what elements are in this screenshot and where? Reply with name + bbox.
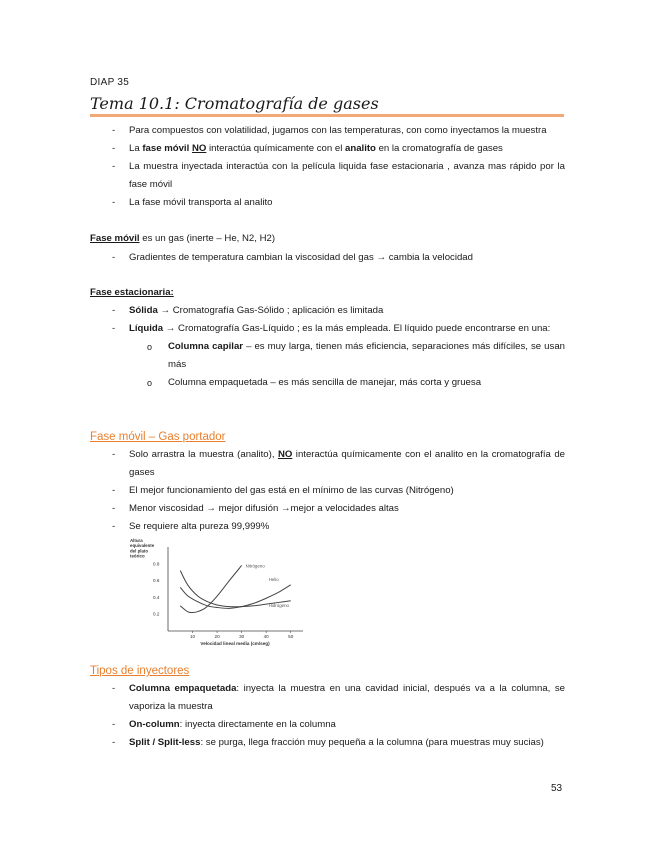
gas-portador-section	[90, 428, 565, 536]
van-deemter-chart	[118, 533, 308, 659]
y-tick-label: 0.8	[153, 561, 160, 567]
list-item: - Solo arrastra la muestra (analito), NO interactúa químicamente con el analito en la cromatografía de gases	[112, 449, 566, 478]
sub-list-item: o Columna capilar – es muy larga, tienen más eficiencia, separaciones más difíciles, se usan más	[147, 341, 565, 370]
chart-ylabel: Altura equivalente del plato teórico	[130, 538, 155, 559]
y-tick-label: 0.4	[153, 594, 160, 600]
slide-ref: DIAP 35	[90, 77, 130, 88]
page-number: 53	[551, 783, 563, 794]
series-label: Helio	[268, 576, 279, 582]
list-item: - Columna empaquetada: inyecta la muestra en una cavidad inicial, después va a la columna, se vaporiza la muestra	[112, 683, 565, 712]
list-item: - Líquida → Cromatografía Gas-Líquido ; es la más empleada. El líquido puede encontrarse en una:	[112, 323, 551, 334]
sub-list-item: o Columna empaquetada – es más sencilla de manejar, más corta y gruesa	[147, 377, 482, 388]
x-tick-label: 40	[263, 634, 269, 639]
fase-movil-section	[90, 230, 565, 267]
inyectores-section	[90, 662, 565, 752]
y-tick-label: 0.2	[153, 611, 160, 617]
intro-list	[90, 122, 565, 212]
series-label: Hidrógeno	[268, 602, 289, 608]
chart-xlabel: Velocidad lineal media (cm/seg)	[200, 641, 270, 646]
x-tick-label: 10	[189, 634, 196, 639]
section-heading: Fase estacionaria:	[90, 287, 174, 298]
list-item: - Gradientes de temperatura cambian la viscosidad del gas → cambia la velocidad	[112, 252, 473, 263]
list-item: - Split / Split-less: se purga, llega fracción muy pequeña a la columna (para muestras muy sucias)	[112, 737, 544, 748]
page-title: Tema 10.1: Cromatografía de gases	[90, 94, 379, 113]
list-item: - On-column: inyecta directamente en la columna	[112, 719, 336, 730]
list-item: - El mejor funcionamiento del gas está en el mínimo de las curvas (Nitrógeno)	[112, 485, 454, 496]
list-item: - Menor viscosidad → mejor difusión →mejor a velocidades altas	[112, 503, 399, 514]
list-item: - La fase móvil NO interactúa químicamente con el analito en la cromatografía de gases	[112, 143, 503, 154]
section-heading: Tipos de inyectores	[90, 665, 190, 677]
list-item: - La fase móvil transporta al analito	[112, 197, 273, 208]
x-tick-label: 50	[288, 634, 294, 639]
x-tick-label: 30	[239, 634, 245, 639]
series-label: Nitrógeno	[245, 563, 265, 569]
fase-movil-line: Fase móvil es un gas (inerte – He, N2, H2)	[90, 233, 276, 244]
list-item: - Para compuestos con volatilidad, jugamos con las temperaturas, con como inyectamos la muestra	[112, 125, 547, 136]
list-item: - Sólida → Cromatografía Gas-Sólido ; aplicación es limitada	[112, 305, 384, 316]
section-heading: Fase móvil – Gas portador	[90, 431, 226, 443]
title-underline	[90, 114, 564, 117]
list-item: - Se requiere alta pureza 99,999%	[112, 521, 270, 532]
fase-estacionaria-section	[90, 284, 565, 392]
x-tick-label: 20	[214, 634, 220, 639]
series-line-nitrógeno	[180, 565, 241, 612]
list-item: - La muestra inyectada interactúa con la película liquida fase estacionaria , avanza mas rápido por la fase móvil	[112, 161, 565, 190]
y-tick-label: 0.6	[153, 578, 160, 584]
